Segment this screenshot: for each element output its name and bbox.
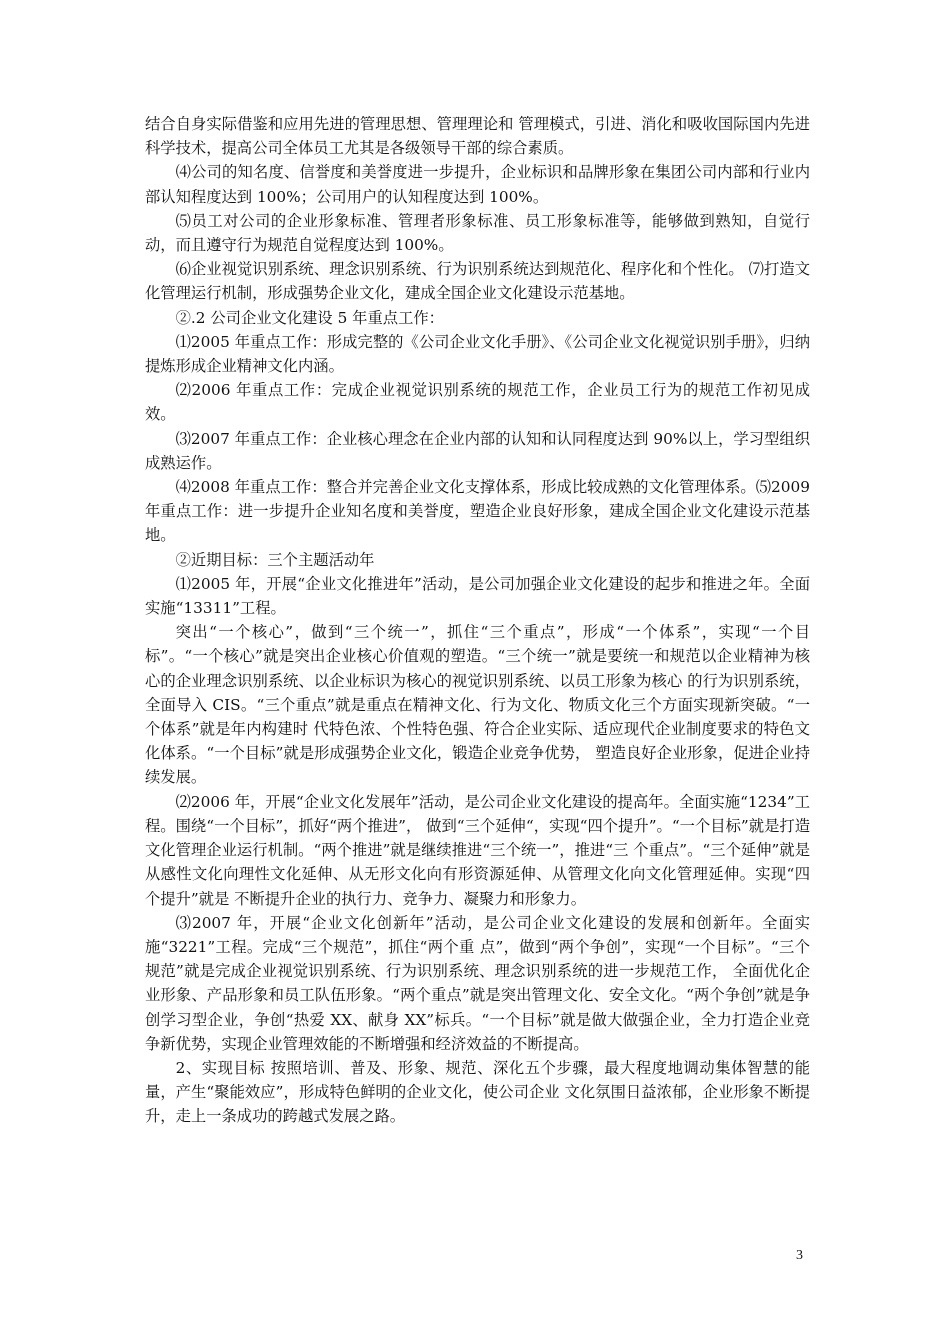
paragraph-9: ⑷2008 年重点工作：整合并完善企业文化支撑体系，形成比较成熟的文化管理体系。⑸2009 年重点工作：进一步提升企业知名度和美誉度，塑造企业良好形象，建成全国企业文化建设示范基地。 — [145, 478, 810, 545]
paragraph-6: ⑴2005 年重点工作：形成完整的《公司企业文化手册》、《公司企业文化视觉识别手册》，归纳提炼形成企业精神文化内涵。 — [145, 332, 810, 376]
paragraph-15: 2、实现目标 按照培训、普及、形象、规范、深化五个步骤，最大程度地调动集体智慧的能量，产生“聚能效应”，形成特色鲜明的企业文化，使公司企业 文化氛围日益浓郁，企业形象不断提升，走上一条成功的跨越式发展之路。 — [145, 1058, 810, 1126]
paragraph-8: ⑶2007 年重点工作：企业核心理念在企业内部的认知和认同程度达到 90%以上，学习型组织成熟运作。 — [145, 429, 810, 472]
paragraph-1: 结合自身实际借鉴和应用先进的管理思想、管理理论和 管理模式，引进、消化和吸收国际国内先进科学技术，提高公司全体员工尤其是各级领导干部的综合素质。 — [145, 115, 810, 158]
paragraph-5: ②.2 公司企业文化建设 5 年重点工作： — [175, 308, 444, 327]
paragraph-11: ⑴2005 年，开展“企业文化推进年”活动，是公司加强企业文化建设的起步和推进之年。全面实施“13311”工程。 — [145, 574, 810, 618]
paragraph-10: ②近期目标：三个主题活动年 — [175, 550, 375, 569]
paragraph-4: ⑹企业视觉识别系统、理念识别系统、行为识别系统达到规范化、程序化和个性化。 ⑺打造文化管理运行机制，形成强势企业文化，建成全国企业文化建设示范基地。 — [145, 260, 810, 303]
paragraph-3: ⑸员工对公司的企业形象标准、管理者形象标准、员工形象标准等，能够做到熟知，自觉行动，而且遵守行为规范自觉程度达到 100%。 — [145, 211, 810, 255]
paragraph-14: ⑶2007 年，开展“企业文化创新年”活动，是公司企业文化建设的发展和创新年。全面实施“3221”工程。完成“三个规范”，抓住“两个重 点”，做到“两个争创”，实现“一个目标”。“三个规范”就是完成企业视觉识别系统、行为识别系统、理念识别系统的进一步规范工作， 全面优化企业形象、产品形象和员工队伍形象。“两个重点”就是突出管理文化、安全文化。“两个争创”就是争创学习型企业，争创“热爱 XX、献身 XX”标兵。“一个目标”就是做大做强企业，全力打造企业竞争新优势，实现企业管理效能的不断增强和经济效益的不断提高。 — [145, 913, 810, 1053]
paragraph-12: 突出“一个核心”，做到“三个统一”，抓住“三个重点”，形成“一个体系”，实现“一个目标”。“一个核心”就是突出企业核心价值观的塑造。“三个统一”就是要统一和规范以企业精神为核心的企业理念识别系统、以企业标识为核心的视觉识别系统、以员工形象为核心 的行为识别系统，全面导入 CIS。“三个重点”就是重点在精神文化、行为文化、物质文化三个方面实现新突破。“一个体系”就是年内构建时 代特色浓、个性特色强、符合企业实际、适应现代企业制度要求的特色文化体系。“一个目标”就是形成强势企业文化，锻造企业竞争优势， 塑造良好企业形象，促进企业持续发展。 — [145, 623, 810, 787]
document-body — [145, 112, 810, 1129]
paragraph-7: ⑵2006 年重点工作：完成企业视觉识别系统的规范工作，企业员工行为的规范工作初见成效。 — [145, 381, 810, 424]
paragraph-13: ⑵2006 年，开展“企业文化发展年”活动，是公司企业文化建设的提高年。全面实施“1234”工程。围绕“一个目标”，抓好“两个推进”， 做到“三个延伸“，实现“四个提升”。“一个目标”就是打造文化管理企业运行机制。“两个推进”就是继续推进“三个统一”，推进“三 个重点”。“三个延伸”就是从感性文化向理性文化延伸、从无形文化向有形资源延伸、从管理文化向文化管理延伸。实现“四个提升”就是 不断提升企业的执行力、竞争力、凝聚力和形象力。 — [145, 792, 810, 908]
page-number: 3 — [796, 1248, 803, 1263]
paragraph-2: ⑷公司的知名度、信誉度和美誉度进一步提升，企业标识和品牌形象在集团公司内部和行业内部认知程度达到 100%；公司用户的认知程度达到 100%。 — [145, 163, 810, 206]
